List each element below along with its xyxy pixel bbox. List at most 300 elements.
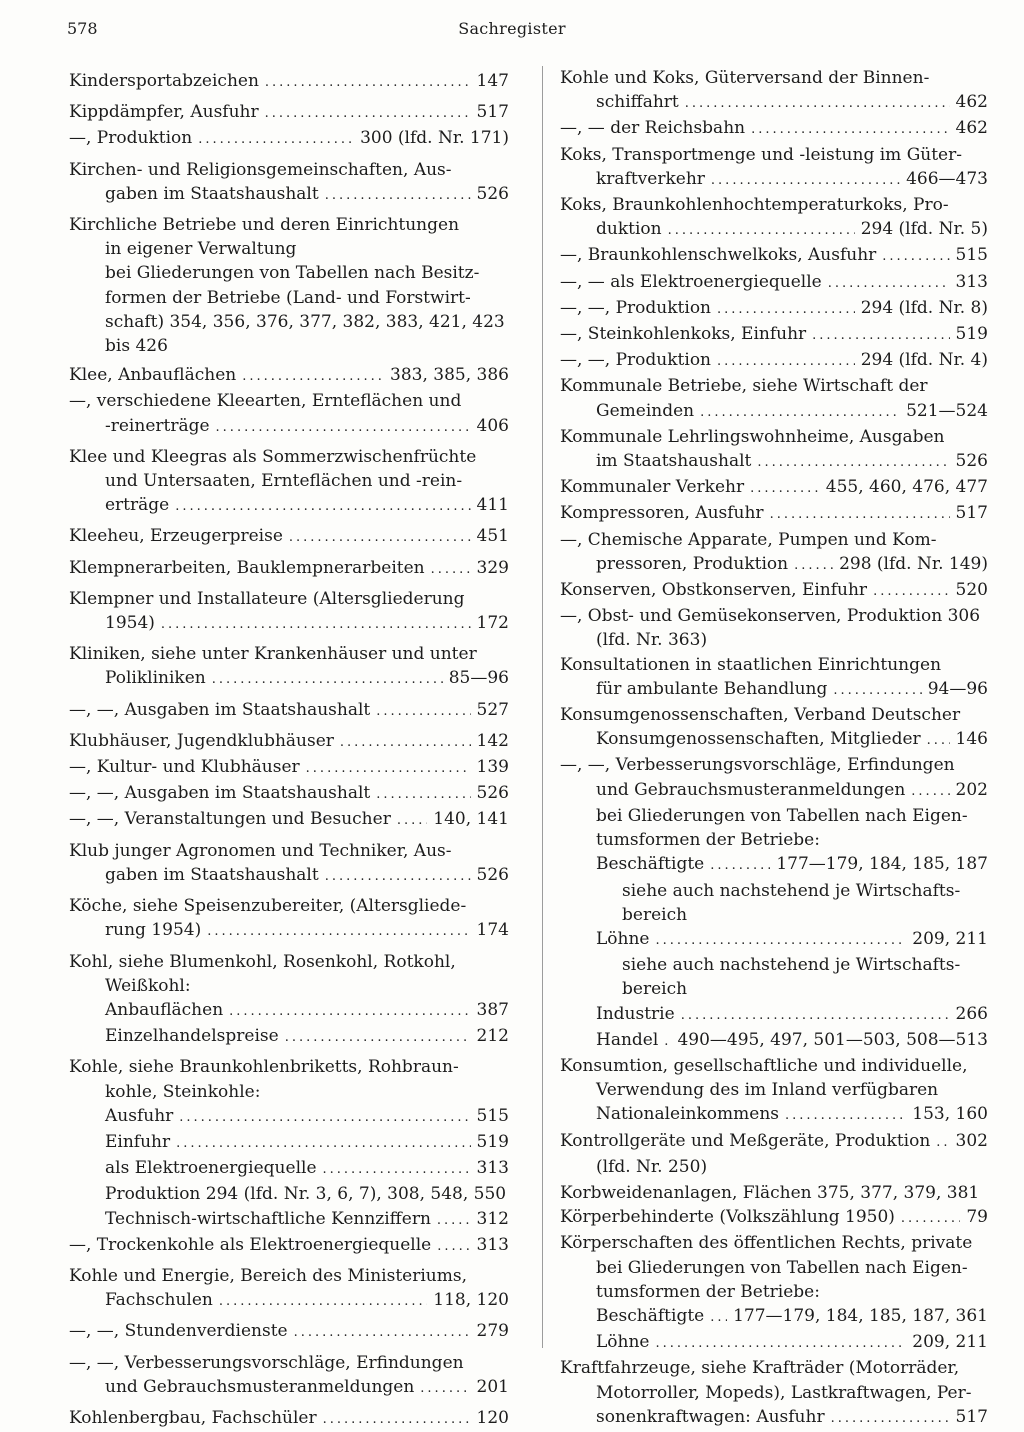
index-line bbox=[560, 903, 988, 927]
index-term: —, Steinkohlenkoks, Einfuhr bbox=[560, 324, 807, 345]
index-entry bbox=[560, 116, 988, 142]
index-line bbox=[69, 1288, 509, 1314]
index-line bbox=[560, 1181, 988, 1205]
page-reference: 201 bbox=[476, 1376, 509, 1397]
running-head-title: Sachregister bbox=[458, 19, 566, 38]
index-line bbox=[69, 1024, 509, 1050]
index-term: Klempner und Installateure (Altersgliederung bbox=[69, 588, 465, 609]
index-term: Ausfuhr bbox=[105, 1105, 174, 1126]
page-reference: 209, 211 bbox=[912, 1332, 988, 1353]
index-term: Korbweidenanlagen, Flächen 375, 377, 379, 381 bbox=[560, 1182, 980, 1203]
index-term: siehe auch nachstehend je Wirtschafts- bbox=[622, 955, 961, 976]
index-column-left bbox=[69, 64, 509, 1432]
index-term: —, Braunkohlenschwelkoks, Ausfuhr bbox=[560, 245, 877, 266]
index-term: duktion bbox=[596, 219, 662, 240]
leader-dots bbox=[179, 1106, 470, 1130]
index-term: Gemeinden bbox=[596, 400, 695, 421]
index-term: kohle, Steinkohle: bbox=[105, 1081, 261, 1102]
index-entry bbox=[69, 389, 509, 439]
index-term: Konsumgenossenschaften, Mitglieder bbox=[596, 729, 921, 750]
index-line bbox=[560, 243, 988, 269]
index-line bbox=[69, 158, 509, 182]
index-entry bbox=[560, 270, 988, 296]
leader-dots bbox=[289, 526, 471, 550]
leader-dots bbox=[901, 1207, 960, 1231]
page-reference: 153, 160 bbox=[912, 1104, 988, 1125]
leader-dots bbox=[882, 245, 949, 269]
index-term: —, — der Reichsbahn bbox=[560, 118, 746, 139]
leader-dots bbox=[325, 865, 471, 889]
index-line bbox=[560, 1356, 988, 1380]
index-term: Kohle und Koks, Güterversand der Binnen- bbox=[560, 68, 930, 88]
page-reference: 526 bbox=[476, 783, 509, 804]
page-reference: 279 bbox=[476, 1321, 509, 1342]
index-line bbox=[69, 261, 509, 285]
index-term: -reinerträge bbox=[105, 415, 210, 436]
leader-dots bbox=[700, 401, 900, 425]
index-line bbox=[560, 578, 988, 604]
index-line bbox=[560, 90, 988, 116]
leader-dots bbox=[770, 503, 950, 527]
leader-dots bbox=[668, 219, 855, 243]
index-term: Polikliniken bbox=[105, 668, 206, 689]
page-reference: 172 bbox=[476, 613, 509, 634]
page-reference: 142 bbox=[476, 730, 509, 751]
page-reference: 526 bbox=[476, 864, 509, 885]
index-term: Kindersportabzeichen bbox=[69, 71, 259, 91]
index-line bbox=[69, 69, 509, 95]
leader-dots bbox=[710, 854, 770, 878]
index-column-right bbox=[560, 64, 988, 1431]
index-line bbox=[560, 270, 988, 296]
index-term: 1954) bbox=[105, 613, 155, 634]
index-term: Einzelhandelspreise bbox=[105, 1026, 279, 1047]
leader-dots bbox=[710, 1306, 727, 1330]
index-line bbox=[560, 66, 988, 90]
index-line bbox=[560, 927, 988, 953]
page-reference: 517 bbox=[955, 503, 988, 524]
index-line bbox=[69, 1351, 509, 1375]
index-line bbox=[560, 1054, 988, 1078]
index-term: Klempnerarbeiten, Bauklempnerarbeiten bbox=[69, 557, 425, 578]
index-line bbox=[560, 399, 988, 425]
index-term: gaben im Staatshaushalt bbox=[105, 864, 319, 885]
index-line bbox=[560, 727, 988, 753]
page-reference: 139 bbox=[476, 757, 509, 778]
index-line bbox=[560, 778, 988, 804]
leader-dots bbox=[655, 1332, 906, 1356]
index-entry bbox=[69, 363, 509, 389]
index-entry bbox=[69, 445, 509, 520]
index-line bbox=[560, 1028, 988, 1054]
index-term: Kirchliche Betriebe und deren Einrichtungen bbox=[69, 215, 460, 236]
index-entry bbox=[69, 126, 509, 152]
index-entry bbox=[560, 143, 988, 193]
page-reference: 519 bbox=[476, 1131, 509, 1152]
index-term: Löhne bbox=[596, 1332, 650, 1353]
leader-dots bbox=[325, 184, 471, 208]
index-term: Kommunale Lehrlingswohnheime, Ausgaben bbox=[560, 426, 945, 447]
index-term: rung 1954) bbox=[105, 920, 202, 941]
page-reference: 521—524 bbox=[906, 400, 988, 421]
index-term: pressoren, Produktion bbox=[596, 553, 789, 574]
index-term: —, Obst- und Gemüsekonserven, Produktion 306 bbox=[560, 606, 981, 627]
index-line bbox=[69, 1156, 509, 1182]
index-term: —, Kultur- und Klubhäuser bbox=[69, 757, 300, 778]
leader-dots bbox=[376, 783, 470, 807]
index-term: —, —, Veranstaltungen und Besucher bbox=[69, 809, 391, 830]
index-line bbox=[560, 1381, 988, 1405]
index-line bbox=[69, 863, 509, 889]
leader-dots bbox=[216, 416, 471, 440]
index-term: Kliniken, siehe unter Krankenhäuser und unter bbox=[69, 644, 477, 665]
index-line bbox=[560, 425, 988, 449]
index-entry bbox=[69, 1319, 509, 1345]
index-term: sonenkraftwagen: Ausfuhr bbox=[596, 1406, 825, 1427]
index-line bbox=[69, 1264, 509, 1288]
page-reference: 517 bbox=[476, 102, 509, 123]
leader-dots bbox=[812, 324, 949, 348]
leader-dots bbox=[936, 1131, 949, 1155]
index-line bbox=[560, 1002, 988, 1028]
index-line bbox=[560, 653, 988, 677]
index-term: Nationaleinkommens bbox=[596, 1104, 779, 1125]
index-entry bbox=[69, 1233, 509, 1259]
index-term: schiffahrt bbox=[596, 92, 679, 113]
index-term: Fachschulen bbox=[105, 1290, 213, 1311]
leader-dots bbox=[828, 272, 950, 296]
index-entry bbox=[560, 475, 988, 501]
index-entry bbox=[69, 1264, 509, 1314]
index-line bbox=[560, 217, 988, 243]
index-entry bbox=[69, 556, 509, 582]
page-reference: 406 bbox=[476, 415, 509, 436]
index-entry bbox=[69, 642, 509, 692]
index-entry bbox=[69, 755, 509, 781]
index-term: Anbauflächen bbox=[105, 999, 224, 1020]
index-line bbox=[560, 475, 988, 501]
index-term: Technisch-wirtschaftliche Kennziffern bbox=[105, 1208, 431, 1229]
index-line bbox=[560, 193, 988, 217]
leader-dots bbox=[833, 679, 921, 703]
index-line bbox=[69, 839, 509, 863]
leader-dots bbox=[207, 920, 470, 944]
index-entry bbox=[69, 807, 509, 833]
leader-dots bbox=[717, 298, 855, 322]
index-line bbox=[560, 143, 988, 167]
leader-dots bbox=[161, 613, 471, 637]
index-line bbox=[560, 753, 988, 777]
index-line bbox=[69, 469, 509, 493]
page-reference: 451 bbox=[476, 526, 509, 547]
page-reference: 313 bbox=[955, 271, 988, 292]
index-term: Kohle und Energie, Bereich des Ministeriums, bbox=[69, 1265, 467, 1286]
index-line bbox=[69, 310, 509, 334]
index-term: Kompressoren, Ausfuhr bbox=[560, 503, 764, 524]
index-entry bbox=[69, 729, 509, 755]
index-line bbox=[69, 1375, 509, 1401]
index-entry bbox=[560, 753, 988, 1053]
index-term: Kraftfahrzeuge, siehe Krafträder (Motorräder, bbox=[560, 1358, 960, 1379]
index-line bbox=[560, 1078, 988, 1102]
index-term: Motorroller, Mopeds), Lastkraftwagen, Per- bbox=[596, 1382, 972, 1403]
index-entry bbox=[560, 501, 988, 527]
index-entry bbox=[560, 604, 988, 652]
page-reference: 209, 211 bbox=[912, 928, 988, 949]
index-entry bbox=[69, 1406, 509, 1432]
index-entry bbox=[69, 587, 509, 637]
page-reference: 85—96 bbox=[448, 668, 509, 689]
index-term: —, —, Produktion bbox=[560, 350, 711, 371]
index-entry bbox=[560, 193, 988, 243]
index-term: Weißkohl: bbox=[105, 975, 191, 996]
index-term: (lfd. Nr. 250) bbox=[596, 1156, 708, 1177]
index-line bbox=[560, 953, 988, 977]
leader-dots bbox=[431, 558, 471, 582]
index-term: Klub junger Agronomen und Techniker, Aus- bbox=[69, 840, 452, 861]
index-line bbox=[69, 1207, 509, 1233]
column-divider bbox=[542, 66, 543, 1348]
page-reference: 298 (lfd. Nr. 149) bbox=[839, 553, 988, 574]
index-line bbox=[69, 1319, 509, 1345]
leader-dots bbox=[340, 731, 471, 755]
leader-dots bbox=[265, 102, 471, 126]
page-reference: 202 bbox=[955, 779, 988, 800]
index-line bbox=[69, 918, 509, 944]
page-reference: 515 bbox=[955, 245, 988, 266]
index-term: Köche, siehe Speisenzubereiter, (Altersgliede- bbox=[69, 896, 467, 917]
index-line bbox=[69, 1055, 509, 1079]
leader-dots bbox=[242, 365, 384, 389]
page-reference: 526 bbox=[955, 451, 988, 472]
index-term: Körperschaften des öffentlichen Rechts, private bbox=[560, 1233, 973, 1254]
index-line bbox=[560, 449, 988, 475]
index-term: tumsformen der Betriebe: bbox=[596, 830, 820, 851]
index-term: —, Chemische Apparate, Pumpen und Kom- bbox=[560, 529, 937, 550]
index-line bbox=[69, 781, 509, 807]
index-term: Produktion 294 (lfd. Nr. 3, 6, 7), 308, 548, 550 bbox=[105, 1184, 507, 1205]
page-reference: 519 bbox=[955, 324, 988, 345]
index-entry bbox=[560, 1054, 988, 1129]
leader-dots bbox=[794, 554, 833, 578]
index-term: —, Produktion bbox=[69, 128, 193, 149]
index-term: Konserven, Obstkonserven, Einfuhr bbox=[560, 580, 868, 601]
leader-dots bbox=[294, 1321, 471, 1345]
index-line bbox=[69, 698, 509, 724]
index-entry bbox=[560, 1181, 988, 1205]
leader-dots bbox=[212, 668, 443, 692]
index-line bbox=[69, 729, 509, 755]
page-reference: 94—96 bbox=[927, 678, 988, 699]
index-term: für ambulante Behandlung bbox=[596, 678, 828, 699]
index-line bbox=[560, 1129, 988, 1155]
index-line bbox=[560, 1102, 988, 1128]
index-entry bbox=[69, 213, 509, 358]
page-reference: 462 bbox=[955, 92, 988, 113]
index-term: Konsultationen in staatlichen Einrichtungen bbox=[560, 654, 942, 675]
leader-dots bbox=[437, 1209, 471, 1233]
index-term: Klee, Anbauflächen bbox=[69, 365, 237, 386]
index-term: bei Gliederungen von Tabellen nach Eigen- bbox=[596, 1257, 968, 1278]
page-reference: 177—179, 184, 185, 187, 361 bbox=[733, 1305, 988, 1326]
page-reference: 79 bbox=[966, 1207, 988, 1228]
index-line bbox=[69, 445, 509, 469]
page-reference: 294 (lfd. Nr. 4) bbox=[860, 350, 988, 371]
index-line bbox=[560, 852, 988, 878]
index-line bbox=[69, 974, 509, 998]
index-term: siehe auch nachstehend je Wirtschafts- bbox=[622, 880, 961, 901]
leader-dots bbox=[323, 1158, 471, 1182]
index-line bbox=[69, 237, 509, 261]
index-line bbox=[69, 1233, 509, 1259]
index-entry bbox=[69, 100, 509, 126]
index-term: Konsumtion, gesellschaftliche und individuelle, bbox=[560, 1055, 968, 1076]
leader-dots bbox=[175, 495, 470, 519]
index-line bbox=[69, 1130, 509, 1156]
page-reference: 266 bbox=[955, 1003, 988, 1024]
index-line bbox=[69, 126, 509, 152]
index-term: Beschäftigte bbox=[596, 1305, 705, 1326]
index-term: erträge bbox=[105, 495, 170, 516]
page-reference: 313 bbox=[476, 1234, 509, 1255]
index-line bbox=[69, 587, 509, 611]
index-term: —, —, Ausgaben im Staatshaushalt bbox=[69, 783, 371, 804]
leader-dots bbox=[685, 92, 950, 116]
index-line bbox=[560, 677, 988, 703]
index-line bbox=[560, 604, 988, 628]
index-line bbox=[560, 1330, 988, 1356]
index-term: schaft) 354, 356, 376, 377, 382, 383, 421, 423 bbox=[105, 311, 505, 332]
index-term: Kohle, siehe Braunkohlenbriketts, Rohbraun- bbox=[69, 1057, 459, 1078]
index-line bbox=[560, 879, 988, 903]
leader-dots bbox=[757, 451, 949, 475]
index-term: —, —, Verbesserungsvorschläge, Erfindungen bbox=[560, 755, 955, 776]
leader-dots bbox=[785, 1104, 906, 1128]
leader-dots bbox=[911, 780, 949, 804]
index-term: und Gebrauchsmusteranmeldungen bbox=[596, 779, 906, 800]
index-term: —, —, Ausgaben im Staatshaushalt bbox=[69, 699, 371, 720]
page-number: 578 bbox=[67, 19, 98, 38]
index-entry bbox=[560, 243, 988, 269]
leader-dots bbox=[219, 1290, 427, 1314]
index-entry bbox=[69, 698, 509, 724]
index-line bbox=[560, 977, 988, 1001]
index-entry bbox=[69, 781, 509, 807]
index-term: Industrie bbox=[596, 1003, 675, 1024]
leader-dots bbox=[323, 1408, 471, 1432]
page-reference: 120 bbox=[476, 1407, 509, 1428]
index-entry bbox=[69, 69, 509, 95]
page-reference: 177—179, 184, 185, 187 bbox=[776, 854, 988, 875]
index-line bbox=[560, 1256, 988, 1280]
index-line bbox=[560, 322, 988, 348]
leader-dots bbox=[681, 1004, 950, 1028]
index-line bbox=[560, 804, 988, 828]
index-term: Kommunaler Verkehr bbox=[560, 477, 745, 498]
page-reference: 387 bbox=[476, 999, 509, 1020]
index-term: —, —, Stundenverdienste bbox=[69, 1321, 288, 1342]
index-line bbox=[69, 363, 509, 389]
index-entry bbox=[560, 653, 988, 703]
page-reference: 312 bbox=[476, 1208, 509, 1229]
index-line bbox=[69, 556, 509, 582]
index-term: Einfuhr bbox=[105, 1131, 171, 1152]
index-line bbox=[69, 807, 509, 833]
index-term: Beschäftigte bbox=[596, 854, 705, 875]
page-reference: 383, 385, 386 bbox=[390, 365, 509, 386]
index-entry bbox=[69, 894, 509, 944]
index-line bbox=[560, 628, 988, 652]
leader-dots bbox=[664, 1030, 671, 1054]
index-term: Verwendung des im Inland verfügbaren bbox=[596, 1080, 939, 1101]
leader-dots bbox=[265, 71, 471, 95]
index-line bbox=[560, 1205, 988, 1231]
index-term: tumsformen der Betriebe: bbox=[596, 1281, 820, 1302]
index-line bbox=[69, 950, 509, 974]
leader-dots bbox=[229, 1000, 470, 1024]
index-line bbox=[69, 1080, 509, 1104]
index-entry bbox=[69, 1351, 509, 1401]
leader-dots bbox=[176, 1132, 470, 1156]
index-line bbox=[69, 755, 509, 781]
index-line bbox=[69, 334, 509, 358]
page-reference: 411 bbox=[476, 495, 509, 516]
index-term: Körperbehinderte (Volkszählung 1950) bbox=[560, 1207, 895, 1228]
index-entry bbox=[560, 528, 988, 578]
index-entry bbox=[560, 1205, 988, 1231]
index-line bbox=[560, 552, 988, 578]
index-term: —, —, Produktion bbox=[560, 297, 711, 318]
index-line bbox=[69, 642, 509, 666]
index-line bbox=[69, 998, 509, 1024]
index-line bbox=[560, 1155, 988, 1179]
page-reference: 294 (lfd. Nr. 5) bbox=[860, 219, 988, 240]
index-entry bbox=[560, 296, 988, 322]
page-reference: 294 (lfd. Nr. 8) bbox=[860, 297, 988, 318]
index-line bbox=[69, 524, 509, 550]
index-term: Klee und Kleegras als Sommerzwischenfrüchte bbox=[69, 446, 477, 467]
leader-dots bbox=[306, 757, 471, 781]
index-line bbox=[560, 1405, 988, 1431]
page-reference: 526 bbox=[476, 183, 509, 204]
page-reference: 212 bbox=[476, 1026, 509, 1047]
index-term: Koks, Transportmenge und -leistung im Güter- bbox=[560, 144, 962, 165]
index-entry bbox=[560, 1356, 988, 1431]
index-line bbox=[69, 213, 509, 237]
page-reference: 313 bbox=[476, 1158, 509, 1179]
page-reference: 515 bbox=[476, 1105, 509, 1126]
index-term: (lfd. Nr. 363) bbox=[596, 630, 708, 651]
index-entry bbox=[560, 425, 988, 475]
index-line bbox=[69, 286, 509, 310]
index-entry bbox=[560, 703, 988, 753]
index-line bbox=[560, 374, 988, 398]
index-term: Kommunale Betriebe, siehe Wirtschaft der bbox=[560, 376, 928, 397]
index-entry bbox=[560, 322, 988, 348]
index-entry bbox=[560, 66, 988, 116]
index-line bbox=[560, 348, 988, 374]
index-term: Kippdämpfer, Ausfuhr bbox=[69, 102, 259, 123]
index-term: im Staatshaushalt bbox=[596, 451, 752, 472]
index-term: in eigener Verwaltung bbox=[105, 239, 297, 260]
page-reference: 490—495, 497, 501—503, 508—513 bbox=[677, 1029, 988, 1050]
leader-dots bbox=[751, 118, 949, 142]
index-entry bbox=[560, 1231, 988, 1356]
index-term: bis 426 bbox=[105, 336, 168, 357]
index-entry bbox=[560, 578, 988, 604]
page-reference: 147 bbox=[476, 71, 509, 91]
index-entry bbox=[69, 1055, 509, 1232]
